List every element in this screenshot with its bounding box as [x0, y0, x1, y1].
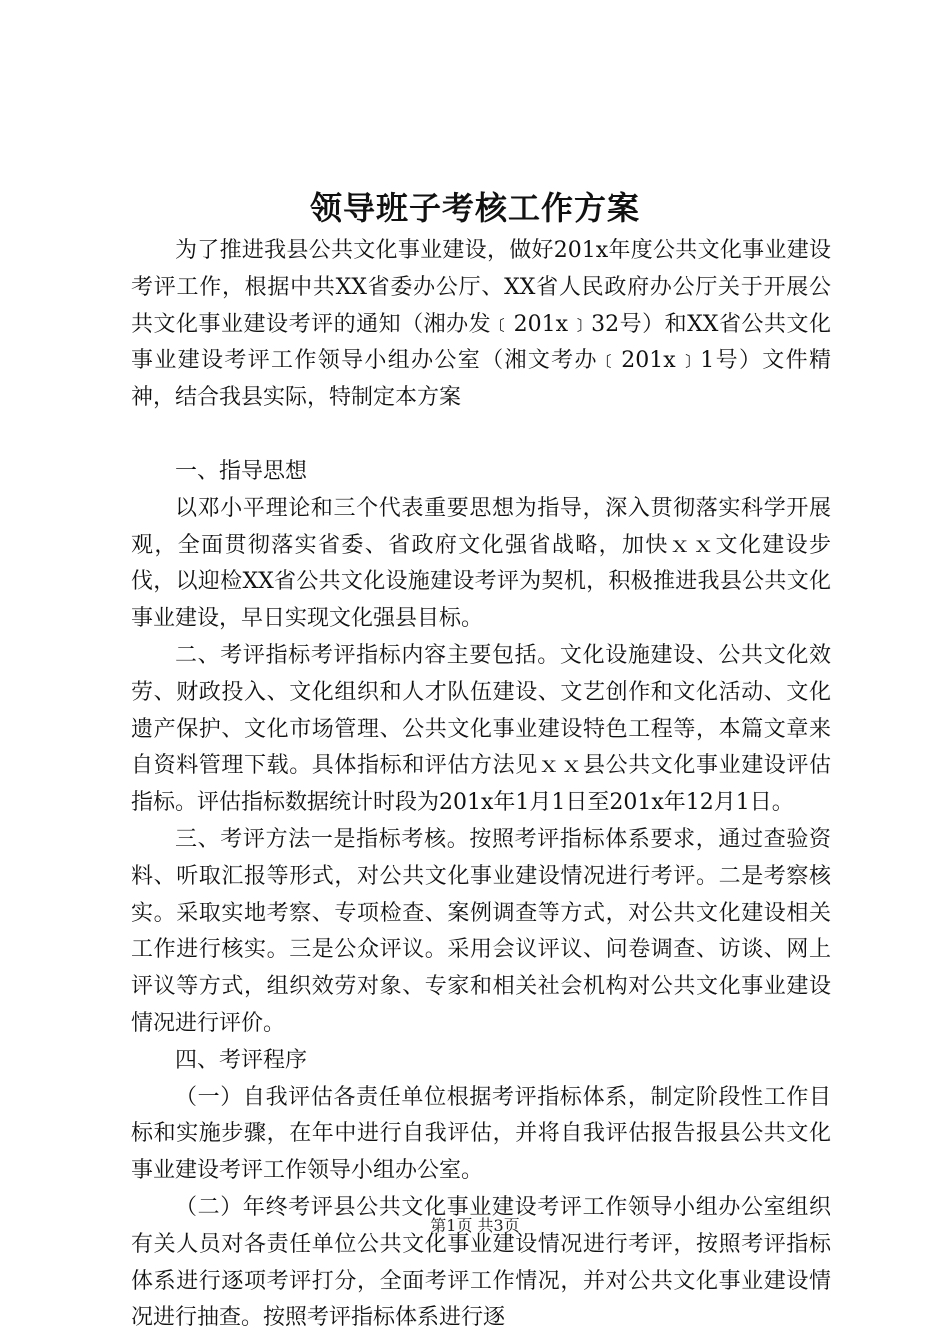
evaluation-indicators-paragraph: 二、考评指标考评指标内容主要包括。文化设施建设、公共文化效劳、财政投入、文化组织和人才队伍建设、文艺创作和文化活动、文化遗产保护、文化市场管理、公共文化事业建设特色工程等，本篇文章来自资料管理下载。具体指标和评估方法见ｘｘ县公共文化事业建设评估指标。评估指标数据统计时段为201x年1月1日至201x年12月1日。: [131, 642, 831, 816]
section-heading-guiding-ideology: 一、指导思想: [175, 458, 308, 484]
evaluation-methods-paragraph: 三、考评方法一是指标考核。按照考评指标体系要求，通过查验资料、听取汇报等形式，对公共文化事业建设情况进行考评。二是考察核实。采取实地考察、专项检查、案例调查等方式，对公共文化建设相关工作进行核实。三是公众评议。采用会议评议、问卷调查、访谈、网上评议等方式，组织效劳对象、专家和相关社会机构对公共文化事业建设情况进行评价。: [131, 826, 831, 1036]
page-footer: 第1页 共3页: [430, 1216, 520, 1235]
document-title: 领导班子考核工作方案: [309, 189, 640, 227]
document-body: [131, 233, 831, 1337]
year-end-evaluation-paragraph: （二）年终考评县公共文化事业建设考评工作领导小组办公室组织有关人员对各责任单位公共文化事业建设情况进行考评，按照考评指标体系进行逐项考评打分，全面考评工作情况，并对公共文化事业建设情况进行抽查。按照考评指标体系进行逐: [131, 1194, 831, 1331]
guiding-ideology-paragraph: 以邓小平理论和三个代表重要思想为指导，深入贯彻落实科学开展观，全面贯彻落实省委、省政府文化强省战略，加快ｘｘ文化建设步伐，以迎检XX省公共文化设施建设考评为契机，积极推进我县公共文化事业建设，早日实现文化强县目标。: [131, 495, 831, 632]
section-heading-evaluation-procedure: 四、考评程序: [175, 1047, 308, 1073]
intro-paragraph: 为了推进我县公共文化事业建设，做好201x年度公共文化事业建设考评工作，根据中共XX省委办公厅、XX省人民政府办公厅关于开展公共文化事业建设考评的通知（湘办发﹝201x﹞32号）和XX省公共文化事业建设考评工作领导小组办公室（湘文考办﹝201x﹞1号）文件精神，结合我县实际，特制定本方案: [131, 238, 832, 411]
self-assessment-paragraph: （一）自我评估各责任单位根据考评指标体系，制定阶段性工作目标和实施步骤，在年中进行自我评估，并将自我评估报告报县公共文化事业建设考评工作领导小组办公室。: [131, 1084, 831, 1184]
